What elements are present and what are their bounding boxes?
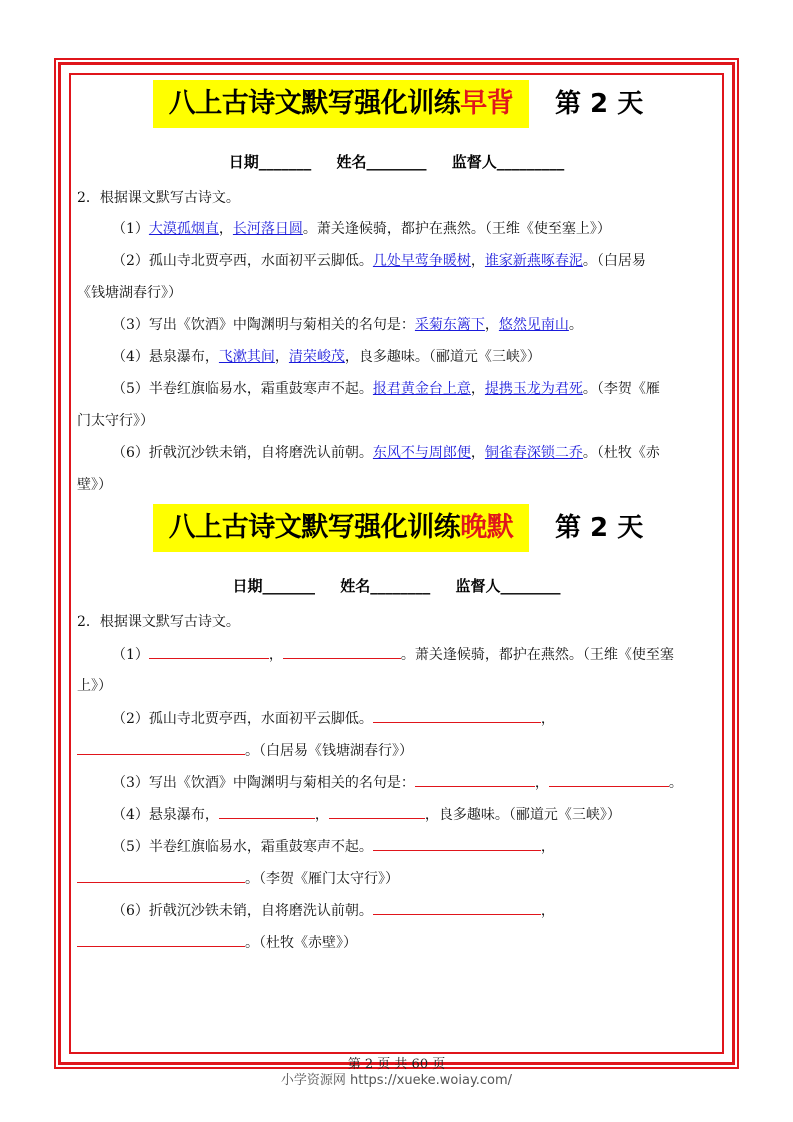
evening-title-main: 八上古诗文默写强化训练	[168, 512, 461, 543]
evening-day: 第 2 天	[555, 513, 644, 543]
q-num: （1）	[112, 221, 149, 237]
q-pre: （2）孤山寺北贾亭西，水面初平云脚低。	[112, 253, 373, 269]
q-pre: （5）半卷红旗临易水，霜重鼓寒声不起。	[112, 381, 373, 397]
q-rest: 。萧关逢候骑，都护在燕然。（王维《使至塞上》）	[302, 221, 611, 237]
answer-text: 几处早莺争暖树	[372, 253, 471, 269]
q-sep: ，	[268, 647, 283, 663]
q-pre: （4）悬泉瀑布，	[112, 807, 219, 823]
q-sep: ，	[470, 445, 485, 461]
q-rest: 。（杜牧《赤壁》）	[245, 935, 357, 951]
morning-heading: 2．根据课文默写古诗文。	[77, 190, 240, 206]
q-pre: （6）折戟沉沙铁未销，自将磨洗认前朝。	[112, 903, 373, 919]
evening-q4	[112, 804, 757, 825]
answer-text: 长河落日圆	[232, 221, 303, 237]
q-pre: （5）半卷红旗临易水，霜重鼓寒声不起。	[112, 839, 373, 855]
answer-text: 飞漱其间	[218, 349, 275, 365]
morning-day: 第 2 天	[555, 89, 644, 119]
evening-q1-cont: 上》）	[77, 678, 112, 694]
evening-q1	[112, 644, 757, 665]
evening-q6-cont	[77, 932, 722, 953]
answer-text: 悠然见南山	[498, 317, 569, 333]
answer-blank[interactable]	[149, 644, 269, 659]
answer-text: 清荣峻茂	[288, 349, 345, 365]
morning-q4	[112, 347, 757, 367]
answer-text: 东风不与周郎便	[372, 445, 471, 461]
q-sep: ，	[540, 903, 555, 919]
evening-q5-cont	[77, 868, 722, 889]
answer-text: 大漠孤烟直	[148, 221, 219, 237]
morning-meta	[0, 152, 793, 172]
q-rest: ，良多趣味。（郦道元《三峡》）	[344, 349, 541, 365]
q-sep: ，	[470, 253, 485, 269]
q-pre: （3）写出《饮酒》中陶渊明与菊相关的名句是：	[112, 317, 415, 333]
morning-q5	[112, 379, 757, 399]
answer-blank[interactable]	[373, 708, 541, 723]
answer-text: 铜雀春深锁二乔	[484, 445, 583, 461]
q-sep: ，	[470, 381, 485, 397]
q-rest: 。（白居易	[582, 253, 646, 269]
name-field: 姓名________	[336, 153, 427, 171]
answer-text: 谁家新燕啄春泥	[484, 253, 583, 269]
q-sep: ，	[484, 317, 499, 333]
answer-blank[interactable]	[219, 804, 315, 819]
evening-title	[153, 504, 529, 552]
answer-blank[interactable]	[329, 804, 425, 819]
q-rest: 。（杜牧《赤	[582, 445, 660, 461]
evening-title-accent: 晚默	[460, 512, 514, 543]
answer-blank[interactable]	[415, 772, 535, 787]
evening-q2-cont	[77, 740, 722, 761]
evening-heading: 2．根据课文默写古诗文。	[77, 614, 240, 630]
supervisor-field: 监督人_________	[451, 153, 565, 171]
supervisor-field: 监督人________	[455, 577, 561, 595]
morning-q6	[112, 443, 757, 463]
answer-text: 报君黄金台上意	[372, 381, 471, 397]
morning-q1	[112, 219, 757, 239]
answer-blank[interactable]	[549, 772, 669, 787]
q-rest: ，良多趣味。（郦道元《三峡》）	[424, 807, 621, 823]
morning-q3	[112, 315, 757, 335]
q-pre: （4）悬泉瀑布，	[112, 349, 219, 365]
evening-q3	[112, 772, 757, 793]
q-sep: ，	[274, 349, 289, 365]
morning-q5-cont: 门太守行》）	[77, 413, 154, 429]
morning-title-main: 八上古诗文默写强化训练	[168, 88, 461, 119]
morning-title-accent: 早背	[460, 88, 514, 119]
morning-q2	[112, 251, 757, 271]
q-rest: 。（李贺《雁	[582, 381, 660, 397]
q-rest: 。萧关逢候骑，都护在燕然。（王维《使至塞	[400, 647, 674, 663]
evening-q5	[112, 836, 757, 857]
answer-text: 提携玉龙为君死	[484, 381, 583, 397]
q-sep: ，	[534, 775, 549, 791]
evening-title-row	[0, 504, 793, 552]
q-pre: （6）折戟沉沙铁未销，自将磨洗认前朝。	[112, 445, 373, 461]
answer-blank[interactable]	[373, 900, 541, 915]
answer-text: 采菊东篱下	[414, 317, 485, 333]
q-sep: ，	[540, 711, 555, 727]
evening-q6	[112, 900, 757, 921]
q-pre: （3）写出《饮酒》中陶渊明与菊相关的名句是：	[112, 775, 415, 791]
date-field: 日期_______	[232, 577, 315, 595]
q-sep: ，	[314, 807, 329, 823]
q-sep: ，	[218, 221, 233, 237]
q-rest: 。（白居易《钱塘湖春行》）	[245, 743, 413, 759]
answer-blank[interactable]	[77, 740, 245, 755]
morning-q2-cont: 《钱塘湖春行》）	[77, 285, 182, 301]
answer-blank[interactable]	[77, 868, 245, 883]
morning-q6-cont: 壁》）	[77, 477, 112, 493]
answer-blank[interactable]	[283, 644, 401, 659]
q-rest: 。	[568, 317, 583, 333]
answer-blank[interactable]	[373, 836, 541, 851]
q-pre: （2）孤山寺北贾亭西，水面初平云脚低。	[112, 711, 373, 727]
answer-blank[interactable]	[77, 932, 245, 947]
q-num: （1）	[112, 647, 149, 663]
evening-meta	[0, 576, 793, 596]
q-sep: ，	[540, 839, 555, 855]
date-field: 日期_______	[228, 153, 312, 171]
morning-title	[153, 80, 529, 128]
q-rest: 。（李贺《雁门太守行》）	[245, 871, 399, 887]
q-rest: 。	[668, 775, 683, 791]
page-number: 第 2 页 共 60 页	[347, 1057, 446, 1072]
site-watermark: 小学资源网 https://xueke.woiay.com/	[280, 1073, 513, 1088]
morning-title-row	[0, 80, 793, 128]
name-field: 姓名________	[340, 577, 431, 595]
evening-q2	[112, 708, 757, 729]
